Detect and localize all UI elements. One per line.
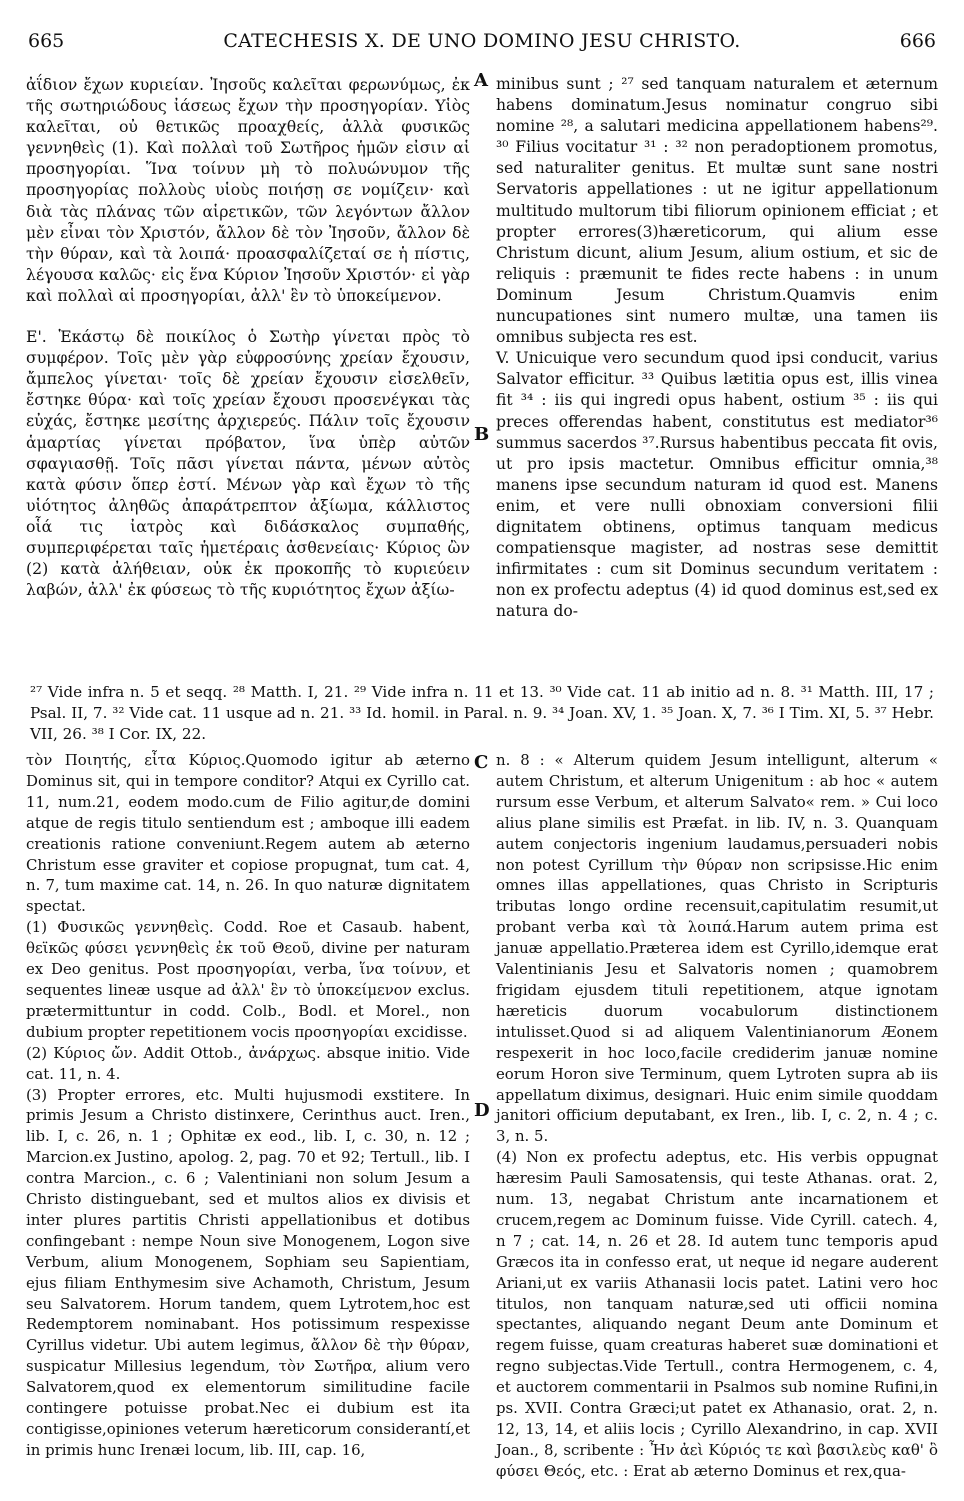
page-header <box>28 30 936 56</box>
section-marker-c: C <box>474 752 489 773</box>
section-marker-d: D <box>474 1100 490 1121</box>
latin-paragraph-2: V. Unicuique vero secundum quod ipsi conducit, varius Salvator efficitur. ³³ Quibus lætitia opus est, illis vinea fit ³⁴ : iis qui ingredi opus habent, ostium ³⁵ : iis qui preces offerendas habent, constitutus est mediator³⁶ summus sacerdos ³⁷.Rursus habentibus peccata fit ovis, ut pro ipsis mactetur. Omnibus efficitur omnia,³⁸ manens ipse secundum naturam id quod est. Manens enim, et vere nulli obnoxiam conversioni filii dignitatem obtinens, optimus tanquam medicus compatiensque magister, ad nostras sese demittit infirmitates : cum sit Dominus secundum veritatem : non ex profectu adeptus (4) id quod dominus est,sed ex natura do- <box>496 349 938 621</box>
note-paragraph: (4) Non ex profectu adeptus, etc. His verbis oppugnat hæresim Pauli Samosatensis, qui teste Athanas. orat. 2, num. 13, negabat Christum ante incarnationem et crucem,regem ac Dominum fuisse. Vide Cyrill. catech. 4, n 7 ; cat. 14, n. 26 et 28. Id autem tunc temporis apud Græcos ita in confesso erat, ut neque id negare auderent Ariani,ut ex variis Athanasii locis patet. Latini vero hoc titulos, non tanquam naturæ,sed uti officii nomina spectantes, aliquando negant Deum ante Dominum et regem fuisse, quam creaturas haberet suæ dominationi et regno subjectas.Vide Tertull., contra Hermogenem, c. 4, et auctorem commentarii in Psalmos sub nomine Rufini,in ps. XVII. Contra Græci;ut patet ex Athanasio, orat. 2, n. 12, 13, 14, et aliis locis ; Cyrillo Alexandrino, in cap. XVII Joan., 8, scribente : Ἦν ἀεὶ Κύριός τε καὶ βασιλεὺς καθ' ὃ φύσει Θεός, etc. : Erat ab æterno Dominus et rex,qua- <box>496 1148 938 1480</box>
running-title: CATECHESIS X. DE UNO DOMINO JESU CHRISTO. <box>223 30 741 52</box>
note-paragraph: (1) Φυσικῶς γεννηθεὶς. Codd. Roe et Casaub. habent, θεϊκῶς φύσει γεννηθεὶς ἐκ τοῦ Θεοῦ, divine per naturam ex Deo genitus. Post προσηγορίαι, verba, ἵνα τοίνυν, et sequentes lineæ usque ad ἀλλ' ἓν τὸ ὑποκείμενον exclus. prætermittuntur in codd. Colb., Bodl. et Morel., non dubium propter repetitionem vocis προσηγορίαι excidisse. <box>26 918 470 1041</box>
notes-left-column <box>26 750 470 1461</box>
page-number-left: 665 <box>28 30 65 52</box>
notes-right-column <box>496 750 938 1482</box>
latin-paragraph-1: minibus sunt ; ²⁷ sed tanquam naturalem et æternum habens dominatum.Jesus nominatur congruo sibi nomine ²⁸, a salutari medicina appellationem habens²⁹. ³⁰ Filius vocitatur ³¹ : ³² non peradoptionem promotus, sed naturaliter genitus. Et multæ sunt sane nostri Servatoris appellationes : ut ne igitur appellationum multitudo multorum tibi filiorum opinionem efficiat ; et propter errores(3)hæreticorum, qui alium esse Christum dicunt, alium Jesum, alium ostium, et sic de reliquis : præmunit te fides recte habens : in unum Dominum Jesum Christum.Quamvis enim nuncupationes sint numero multæ, una tamen iis omnibus subjecta res est. <box>496 75 938 347</box>
greek-paragraph-1: ἀΐδιον ἔχων κυριείαν. Ἰησοῦς καλεῖται φερωνύμως, ἐκ τῆς σωτηριώδους ἰάσεως ἔχων τὴν προσηγορίαν. Υἱὸς καλεῖται, οὐ θετικῶς προαχθείς, ἀλλὰ φυσικῶς γεννηθεὶς (1). Καὶ πολλαὶ τοῦ Σωτῆρος ἡμῶν εἰσιν αἱ προσηγορίαι. Ἵνα τοίνυν μὴ τὸ πολυώνυμον τῆς προσηγορίας πολλοὺς υἱοὺς ποιήσῃ σε νομίζειν· καὶ διὰ τὰς πλάνας τῶν αἱρετικῶν, τῶν λεγόντων ἄλλον μὲν εἶναι τὸν Χριστόν, ἄλλον δὲ τὸν Ἰησοῦν, ἄλλον δὲ τὴν θύραν, καὶ τὰ λοιπά· προασφαλίζεταί σε ἡ πίστις, λέγουσα καλῶς· εἰς ἕνα Κύριον Ἰησοῦν Χριστόν· εἰ γὰρ καὶ πολλαὶ αἱ προσηγορίαι, ἀλλ' ἓν τὸ ὑποκείμενον. <box>26 75 470 305</box>
footnote-references: ²⁷ Vide infra n. 5 et seqq. ²⁸ Matth. I, 21. ²⁹ Vide infra n. 11 et 13. ³⁰ Vide cat. 11 ab initio ad n. 8. ³¹ Matth. III, 17 ; Psal. II, 7. ³² Vide cat. 11 usque ad n. 21. ³³ Id. homil. in Paral. n. 9. ³⁴ Joan. XV, 1. ³⁵ Joan. X, 7. ³⁶ I Tim. XI, 5. ³⁷ Hebr. VII, 26. ³⁸ I Cor. IX, 22. <box>30 683 934 743</box>
scripture-footnotes <box>30 682 934 745</box>
note-paragraph: τὸν Ποιητής, εἶτα Κύριος.Quomodo igitur ab æterno Dominus sit, qui in tempore conditor? Atqui ex Cyrillo cat. 11, num.21, eodem modo.cum de Filio agitur,de domini atque de regis titulo sentiendum est ; amboque illi eadem creationis ratione conveniunt.Regem autem ab æterno Christum esse graviter et copiose propugnat, tum cat. 4, n. 7, tum maxime cat. 14, n. 26. In quo naturæ dignitatem spectat. <box>26 751 470 916</box>
greek-paragraph-2: Ε'. Ἑκάστῳ δὲ ποικίλος ὁ Σωτὴρ γίνεται πρὸς τὸ συμφέρον. Τοῖς μὲν γὰρ εὐφροσύνης χρείαν ἔχουσιν, ἄμπελος γίνεται· τοῖς δὲ χρείαν ἔχουσιν εἰσελθεῖν, ἔστηκε θύρα· καὶ τοῖς χρείαν ἔχουσι προσενέγκαι τὰς εὐχάς, ἔστηκε μεσίτης ἀρχιερεύς. Πάλιν τοῖς ἔχουσιν ἁμαρτίας γίνεται πρόβατον, ἵνα ὑπὲρ αὐτῶν σφαγιασθῇ. Τοῖς πᾶσι γίνεται πάντα, μένων αὐτὸς κατὰ φύσιν ὅπερ ἐστί. Μένων γὰρ καὶ ἔχων τὸ τῆς υἱότητος ἀληθῶς ἀπαράτρεπτον ἀξίωμα, κάλλιστος οἷά τις ἰατρὸς καὶ διδάσκαλος συμπαθής, συμπεριφέρεται ταῖς ἡμετέραις ἀσθενείαις· Κύριος ὢν (2) κατὰ ἀλήθειαν, οὐκ ἐκ προκοπῆς τὸ κυριεύειν λαβών, ἀλλ' ἐκ φύσεως τὸ τῆς κυριότητος ἔχων ἀξίω- <box>26 327 470 600</box>
note-paragraph: n. 8 : « Alterum quidem Jesum intelligunt, alterum « autem Christum, et alterum Unigenitum : ab hoc « autem rursum esse Verbum, et alterum Salvato« rem. » Cui loco alius plane similis est Præfat. in lib. IV, n. 3. Quanquam autem conjectoris ingenium laudamus,persuaderi nobis non potest Cyrillum τὴν θύραν non scripsisse.Hic enim omnes illas appellationes, quas Christo in Scripturis tributas longo ordine recensuit,capitulatim resumit,ut probant verba καὶ τὰ λοιπά.Harum autem prima est januæ appellatio.Præterea idem est Cyrillo,idemque erat Valentinianis Jesu et Salvatoris nomen ; quamobrem frigidam ejusdem tituli repetitionem, atque ignotam hæreticis duorum vocabulorum distinctionem intulisset.Quod si ad aliquem Valentinianorum Æonem respexerit in hoc loco,facile crediderim januæ nomine eorum Horon sive Terminum, quem Lytroten supra ab iis appellatum diximus, designari. Huic enim simile quoddam janitori officium deputabant, ex Iren., lib. I, c. 2, n. 4 ; c. 3, n. 5. <box>496 751 938 1146</box>
page-number-right: 666 <box>899 30 936 52</box>
section-marker-b: B <box>474 424 490 445</box>
note-paragraph: (2) Κύριος ὤν. Addit Ottob., ἀνάρχως. absque initio. Vide cat. 11, n. 4. <box>26 1043 470 1083</box>
note-paragraph: (3) Propter errores, etc. Multi hujusmodi exstitere. In primis Jesum a Christo distinxere, Cerinthus auct. Iren., lib. I, c. 26, n. 1 ; Ophitæ ex eod., lib. I, c. 30, n. 12 ; Marcion.ex Justino, apolog. 2, pag. 70 et 92; Tertull., lib. I contra Marcion., c. 6 ; Valentiniani non solum Jesum a Christo distinguebant, sed et multos alios ex divisis et inter plures partitis Christi appellationibus et dotibus confingebant : nempe Noun sive Monogenem, Logon sive Verbum, alium Monogenem, Sophiam seu Sapientiam, ejus filiam Enthymesim sive Achamoth, Christum, Jesum seu Salvatorem. Horum tandem, quem Lytrotem,hoc est Redemptorem nominabant. Hos potissimum respexisse Cyrillus videtur. Ubi autem legimus, ἄλλον δὲ τὴν θύραν, suspicatur Millesius legendum, τὸν Σωτῆρα, alium vero Salvatorem,quod ex elementorum similitudine facile contingere potuisse probat.Nec ei dubium est ita contigisse,opiniones veterum hæreticorum considerantí,et in primis hunc Irenæi locum, lib. III, cap. 16, <box>26 1085 470 1459</box>
greek-text-column <box>26 74 470 600</box>
section-marker-a: A <box>474 70 488 91</box>
latin-text-column <box>496 74 938 622</box>
